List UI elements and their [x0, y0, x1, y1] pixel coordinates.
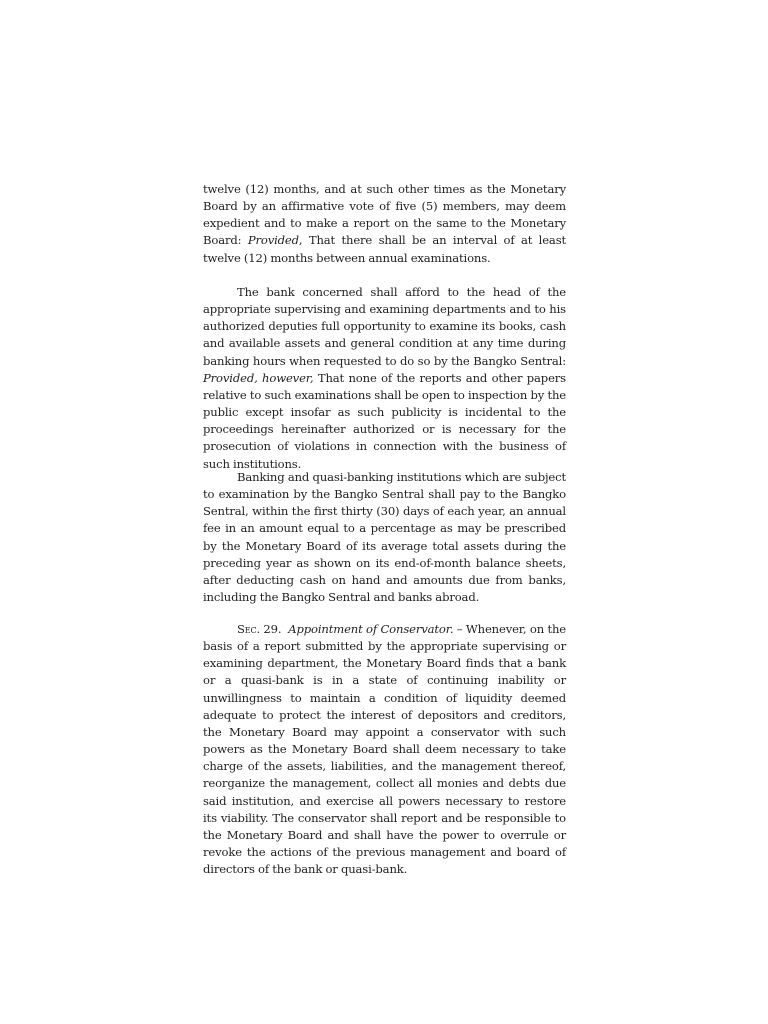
paragraph-text: Banking and quasi-banking institutions which are subject to examination by the Bangko Sentral shall pay to the Bangko Sentral, within the first thirty (30) days of each year, an annual fee in an amount equal to a percentage as may be prescribed by the Monetary Board of its average total assets during the preceding year as shown on its end-of-month balance sheets, after deducting cash on hand and amounts due from banks, including the Bangko Sentral and banks abroad.: [203, 470, 566, 605]
section-title: Appointment of Conservator.: [288, 622, 454, 636]
italic-provided: Provided: [247, 233, 299, 248]
document-page: [203, 181, 567, 877]
paragraph-text: The bank concerned shall afford to the head of the appropriate supervising and examining departments and to his authorized deputies full opportunity to examine its books, cash and available assets and general condition at any time during banking hours when requested to do so by the Bangko Sentral:: [203, 285, 566, 368]
paragraph-annual-examinations: [203, 181, 566, 267]
italic-provided-however: Provided, however,: [203, 370, 314, 385]
paragraph-text: twelve (12) months, and at such other times as the Monetary Board by an affirmative vote of five (5) members, may deem expedient and to make a report on the same to the Monetary Board:: [203, 182, 566, 248]
paragraph-text: – Whenever, on the basis of a report submitted by the appropriate supervising or examining department, the Monetary Board finds that a bank or a quasi-bank is in a state of continuing inability or unwillingness to maintain a condition of liquidity deemed adequate to protect the interest of depositors and creditors, the Monetary Board may appoint a conservator with such powers as the Monetary Board shall deem necessary to take charge of the assets, liabilities, and the management thereof, reorganize the management, collect all monies and debts due said institution, and exercise all powers necessary to restore its viability. The conservator shall report and be responsible to the Monetary Board and shall have the power to overrule or revoke the actions of the previous management and board of directors of the bank or quasi-bank.: [203, 622, 566, 877]
paragraph-text: That none of the reports and other papers relative to such examinations shall be open to inspection by the public except insofar as such publicity is incidental to the proceedings hereinafter authorized or is necessary for the prosecution of violations in connection with the business of such institutions.: [203, 370, 566, 471]
paragraph-examination-access: [203, 284, 566, 471]
paragraph-annual-fee: [203, 469, 566, 606]
section-number: Sec. 29.: [237, 622, 282, 636]
paragraph-text: , That there shall be an interval of at least twelve (12) months between annual examinations.: [203, 233, 567, 265]
paragraph-section-29: [203, 621, 566, 877]
